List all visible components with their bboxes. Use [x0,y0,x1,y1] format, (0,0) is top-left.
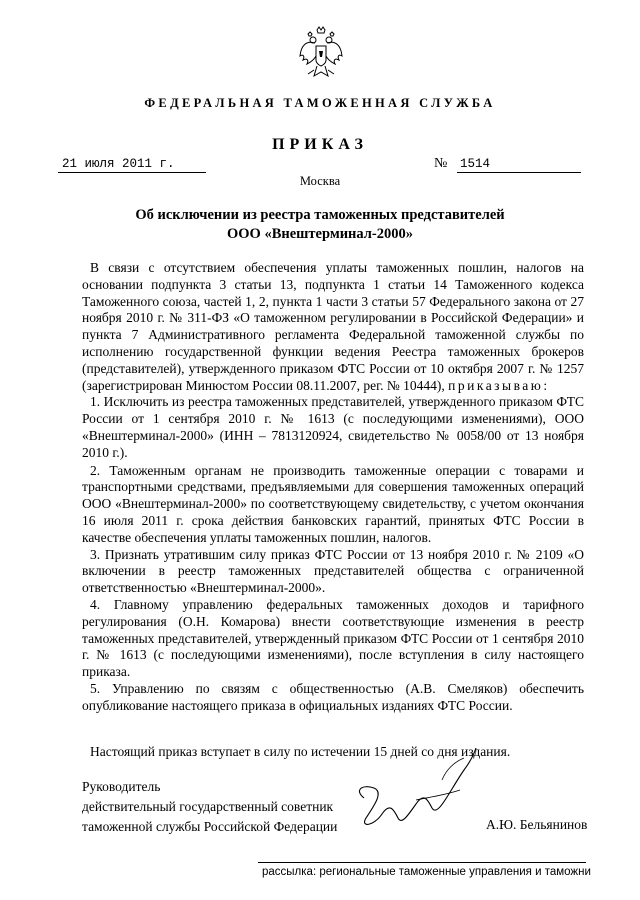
order-item-1: 1. Исключить из реестра таможенных представителей, утвержденного приказом ФТС России от 1 сентября 2010 г. № 1613 (с последующими изменениями), ООО «Внештерминал-2000» (ИНН – 7813120924, свидетельство № 0058/00 от 13 ноября 2010 г.). [82,394,584,460]
effective-clause: Настоящий приказ вступает в силу по истечении 15 дней со дня издания. [90,744,511,759]
handwritten-signature [324,740,494,850]
date-underline [58,172,206,173]
signer-line-2: действительный государственный советник [82,799,334,814]
order-subject [0,206,640,244]
issue-city: Москва [299,174,341,188]
order-date: 21 июля 2011 г. [62,157,175,171]
order-number-label: № [434,156,448,171]
document-type-title: ПРИКАЗ [272,136,368,153]
agency-name: ФЕДЕРАЛЬНАЯ ТАМОЖЕННАЯ СЛУЖБА [144,96,496,110]
subject-line-1: Об исключении из реестра таможенных представителей [135,207,505,223]
signer-line-3: таможенной службы Российской Федерации [82,819,338,834]
coat-of-arms-icon [298,26,344,82]
subject-line-2: ООО «Внештерминал-2000» [227,226,413,242]
number-underline [457,172,581,173]
distribution-rule [258,862,586,863]
order-item-4: 4. Главному управлению федеральных таможенных доходов и тарифного регулирования (О.Н. Комарова) внести соответствующие изменения в реестр таможенных представителей, утвержденный приказом ФТС России от 1 сентября 2010 г. № 1613 (с последующими изменениями), после вступления в силу настоящего приказа. [82,596,584,680]
preamble-text: В связи с отсутствием обеспечения уплаты таможенных пошлин, налогов на основании подпункта 3 статьи 13, подпункта 1 статьи 14 Таможенного кодекса Таможенного союза, частей 1, 2, пункта 1 части 3 статьи 57 Федерального закона от 27 ноября 2010 г. № 311-ФЗ «О таможенном регулировании в Российской Федерации» и пункта 7 Административного регламента Федеральной таможенной службы по исполнению государственной функции ведения Реестра таможенных брокеров (представителей), утвержденного приказом ФТС России от 10 октября 2007 г. № 1257 (зарегистрирован Минюстом России 08.11.2007, рег. № 10444), [82,260,584,393]
order-item-5: 5. Управлению по связям с общественностью (А.В. Смеляков) обеспечить опубликование настоящего приказа в официальных изданиях ФТС России. [82,680,584,713]
signer-title-block [82,777,337,837]
order-body [82,260,584,715]
order-word: приказываю: [448,377,550,393]
order-item-3: 3. Признать утратившим силу приказ ФТС России от 13 ноября 2010 г. № 2109 «О включении в реестр таможенных представителей общества с ограниченной ответственностью «Внештерминал-2000». [82,546,584,596]
signer-name: А.Ю. Бельянинов [486,817,588,832]
preamble-paragraph [82,260,584,394]
order-item-2: 2. Таможенным органам не производить таможенные операции с товарами и транспортными средствами, предъявляемыми для совершения таможенных операций ООО «Внештерминал-2000» по соответствующему свидетельству, с учетом окончания 16 июля 2011 г. срока действия банковских гарантий, принятых ФТС России в качестве обеспечения уплаты таможенных пошлин, налогов. [82,462,584,545]
signer-line-1: Руководитель [82,779,161,794]
distribution-note: рассылка: региональные таможенные управления и таможни [262,866,591,878]
order-number: 1514 [460,157,491,171]
